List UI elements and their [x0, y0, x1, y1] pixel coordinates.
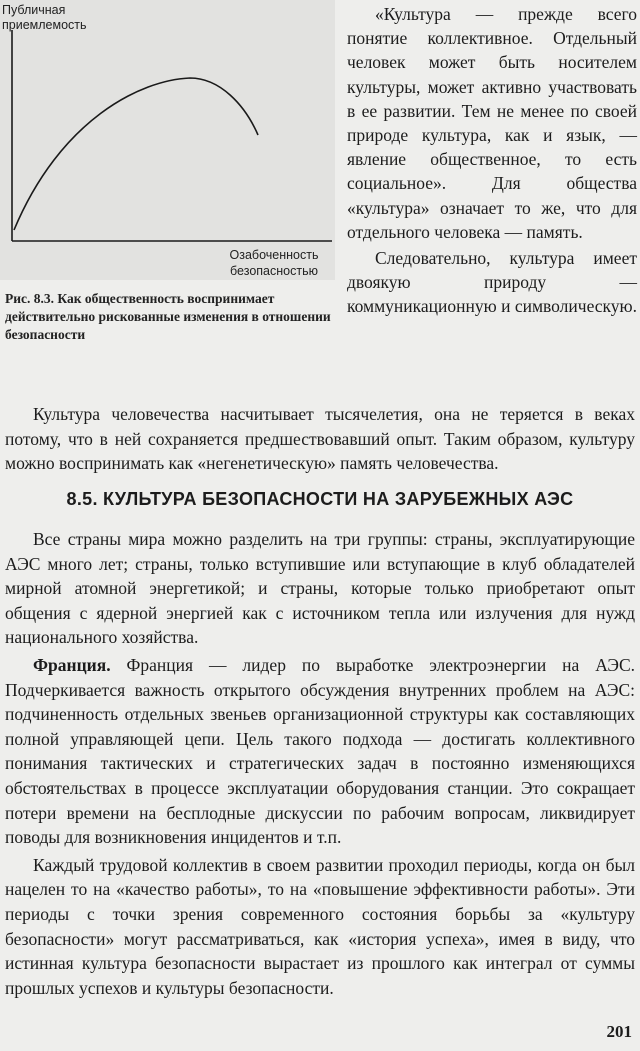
x-axis-label: Озабоченность безопасностью: [229, 248, 319, 278]
section-body: [5, 527, 635, 1000]
culture-paragraph-block: [5, 402, 635, 476]
paragraph: Следовательно, культура имеет двоякую природу — коммуникационную и символическую.: [347, 248, 638, 317]
figure-caption: Рис. 8.3. Как общественность воспринимает действительно рискованные изменения в отношении безопасности: [5, 291, 331, 342]
page-number: 201: [606, 1022, 632, 1041]
paragraph: Культура человечества насчитывает тысячелетия, она не теряется в веках потому, что в ней сохраняется предшествовавший опыт. Таким образом, культуру можно воспринимать как «негенетическую» память человечества.: [5, 404, 635, 474]
y-axis-label: Публичная приемлемость: [2, 3, 87, 32]
section-heading: 8.5. КУЛЬТУРА БЕЗОПАСНОСТИ НА ЗАРУБЕЖНЫХ АЭС: [66, 489, 574, 509]
paragraph-france: [5, 653, 635, 850]
paragraph: Каждый трудовой коллектив в своем развитии проходил периоды, когда он был нацелен то на «качество работы», то на «повышение эффективности работы». Эти периоды с точки зрения современного состояния борьбы за «культуру безопасности» могут рассматриваться, как «история успеха», имея в виду, что истинная культура безопасности вырастает из прошлого как интеграл от суммы прошлых успехов и культуры безопасности.: [5, 854, 635, 998]
acceptance-curve-diagram: [0, 0, 335, 280]
diagram-background: [0, 0, 335, 280]
right-column-text: [347, 2, 637, 319]
france-text: Франция — лидер по выработке электроэнергии на АЭС. Подчеркивается важность открытого обсуждения внутренних проблем на АЭС: подчиненность отдельных звеньев организационной структуры как составляющих полной управляющей цепи. Цель такого подхода — достигать коллективного понимания тактических и стратегических задач в постоянно изменяющихся обстоятельствах в процессе эксплуатации оборудования станции. Это сокращает потери времени на бесплодные дискуссии по рабочим вопросам, ликвидирует поводы для возникновения инцидентов и т.п.: [5, 654, 635, 848]
france-lead: Франция.: [33, 654, 111, 675]
figure-8-3: [0, 0, 335, 345]
paragraph: «Культура — прежде всего понятие коллективное. Отдельный человек может быть носителем культуры, может активно участвовать в ее развитии. Тем не менее по своей природе культура, как и язык, — явление общественное, то есть социальное». Для общества «культура» означает то же, что для отдельного человека — память.: [347, 4, 637, 242]
paragraph: Все страны мира можно разделить на три группы: страны, эксплуатирующие АЭС много лет; страны, только вступившие или вступающие в клуб обладателей мирной атомной энергетикой; и страны, которые только приобретают опыт общения с ядерной энергией как с источником тепла или излучения для нужд национального хозяйства.: [5, 529, 635, 648]
